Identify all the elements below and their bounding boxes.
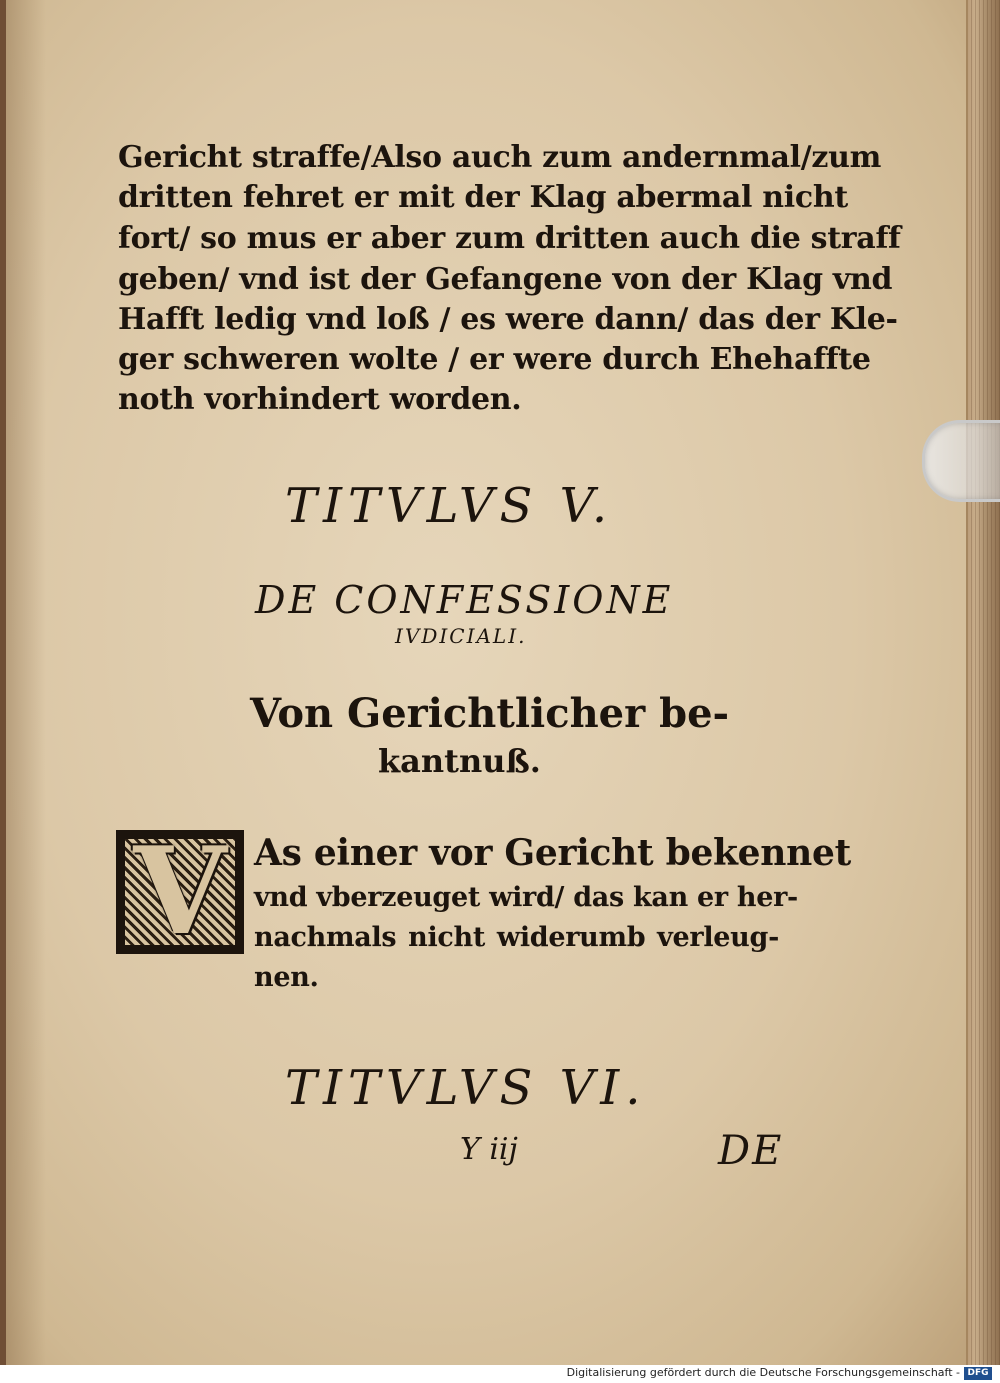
paper-clip [922,420,1000,502]
signature-mark: Y iij [460,1132,518,1167]
subtitle-german-2: kantnuß. [378,742,541,780]
body-line-6: ger schweren wolte / er were durch Ehehaffte [118,342,871,377]
subtitle-latin-1: DE CONFESSIONE [255,578,674,622]
decorated-initial [116,821,244,962]
funding-credit: Digitalisierung gefördert durch die Deutsche Forschungsgemeinschaft - [566,1366,960,1379]
title-titulus-vi: TITVLVS VI. [285,1060,647,1116]
subtitle-latin-2: IVDICIALI. [395,624,527,648]
body-line-3: fort/ so mus er aber zum dritten auch die straff [118,221,901,256]
body-line-4: geben/ vnd ist der Gefangene von der Klag vnd [118,262,893,297]
body-line-2: dritten fehret er mit der Klag abermal nicht [118,180,848,215]
title-titulus-v: TITVLVS V. [285,478,614,534]
paragraph-line-4: nen. [254,962,319,993]
body-line-5: Hafft ledig vnd loß / es were dann/ das der Kle- [118,302,898,337]
initial-letter: V [133,821,227,962]
body-line-1: Gericht straffe/Also auch zum andernmal/zum [118,140,882,175]
footer-bar [0,1365,1000,1383]
paragraph-line-3: nachmals nicht widerumb verleug- [254,922,779,953]
dfg-logo-icon[interactable]: DFG [964,1367,992,1380]
catchword: DE [718,1128,784,1174]
body-line-7: noth vorhindert worden. [118,382,522,417]
subtitle-german-1: Von Gerichtlicher be- [250,690,730,737]
paragraph-line-1: As einer vor Gericht bekennet [254,832,851,874]
paragraph-line-2: vnd vberzeuget wird/ das kan er her- [254,882,798,913]
